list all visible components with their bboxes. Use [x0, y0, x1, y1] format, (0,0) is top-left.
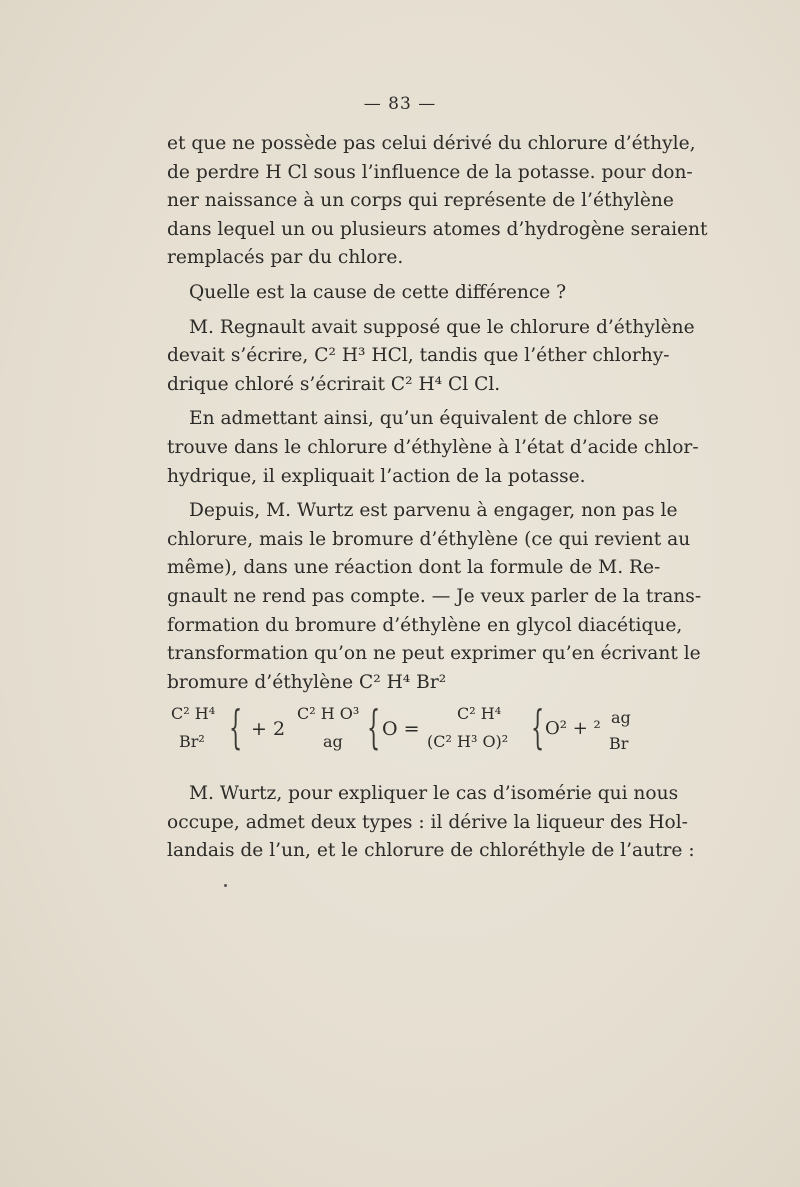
formula-term: C² H⁴ — [457, 704, 502, 723]
text-line: M. Wurtz, pour expliquer le cas d’isomérie qui nous — [189, 783, 679, 804]
formula-term: C² H O³ — [297, 704, 360, 723]
text-line: landais de l’un, et le chlorure de chloréthyle de l’autre : — [167, 840, 695, 862]
formula-term: C² H⁴ — [171, 704, 216, 723]
formula-term: ag — [323, 732, 343, 751]
text-line: Quelle est la cause de cette différence ? — [189, 281, 567, 303]
paragraph-1 — [167, 130, 708, 273]
paragraph-3 — [167, 314, 695, 400]
formula-operator: O = — [382, 718, 420, 740]
text-line: devait s’écrire, C² H³ HCl, tandis que l’éther chlorhy- — [167, 345, 670, 367]
text-line: même), dans une réaction dont la formule de M. Re- — [167, 557, 661, 579]
ink-speck — [224, 884, 227, 887]
text-line: de perdre H Cl sous l’influence de la potasse. pour don- — [167, 161, 693, 183]
text-line: trouve dans le chlorure d’éthylène à l’état d’acide chlor- — [167, 436, 699, 458]
chemical-equation — [167, 700, 641, 756]
formula-term: ag — [611, 708, 631, 727]
text-line: ner naissance à un corps qui représente de l’éthylène — [167, 190, 674, 212]
paragraph-6 — [167, 780, 695, 866]
text-line: formation du bromure d’éthylène en glycol diacétique, — [167, 614, 683, 636]
body-text — [167, 130, 708, 703]
formula-term: Br — [609, 734, 629, 753]
text-line: remplacés par du chlore. — [167, 247, 404, 269]
text-line: dans lequel un ou plusieurs atomes d’hydrogène seraient — [167, 218, 708, 240]
text-line: bromure d’éthylène C² H⁴ Br² — [167, 671, 447, 693]
text-line: et que ne possède pas celui dérivé du chlorure d’éthyle, — [167, 133, 696, 154]
page-number: — 83 — — [363, 94, 437, 114]
closing-text — [167, 780, 695, 872]
formula-operator: O² + ² — [545, 718, 601, 739]
text-line: gnault ne rend pas compte. — Je veux parler de la trans- — [167, 585, 702, 607]
text-line: chlorure, mais le bromure d’éthylène (ce qui revient au — [167, 528, 691, 550]
brace-glyph: { — [367, 700, 381, 754]
text-line: occupe, admet deux types : il dérive la liqueur des Hol- — [167, 811, 688, 833]
paragraph-5 — [167, 497, 702, 697]
text-line: transformation qu’on ne peut exprimer qu’en écrivant le — [167, 643, 701, 665]
brace-glyph: { — [531, 700, 545, 754]
formula-term: (C² H³ O)² — [427, 732, 509, 751]
text-line: drique chloré s’écrirait C² H⁴ Cl Cl. — [167, 373, 501, 395]
brace-glyph: { — [229, 700, 243, 754]
text-line: M. Regnault avait supposé que le chlorure d’éthylène — [189, 316, 695, 338]
paragraph-2 — [167, 279, 641, 308]
text-line: Depuis, M. Wurtz est parvenu à engager, non pas le — [189, 500, 678, 522]
text-line: En admettant ainsi, qu’un équivalent de chlore se — [189, 408, 659, 430]
formula-operator: + 2 — [251, 718, 286, 740]
formula-term: Br² — [179, 732, 205, 751]
paragraph-4 — [167, 405, 699, 491]
text-line: hydrique, il expliquait l’action de la potasse. — [167, 465, 586, 487]
